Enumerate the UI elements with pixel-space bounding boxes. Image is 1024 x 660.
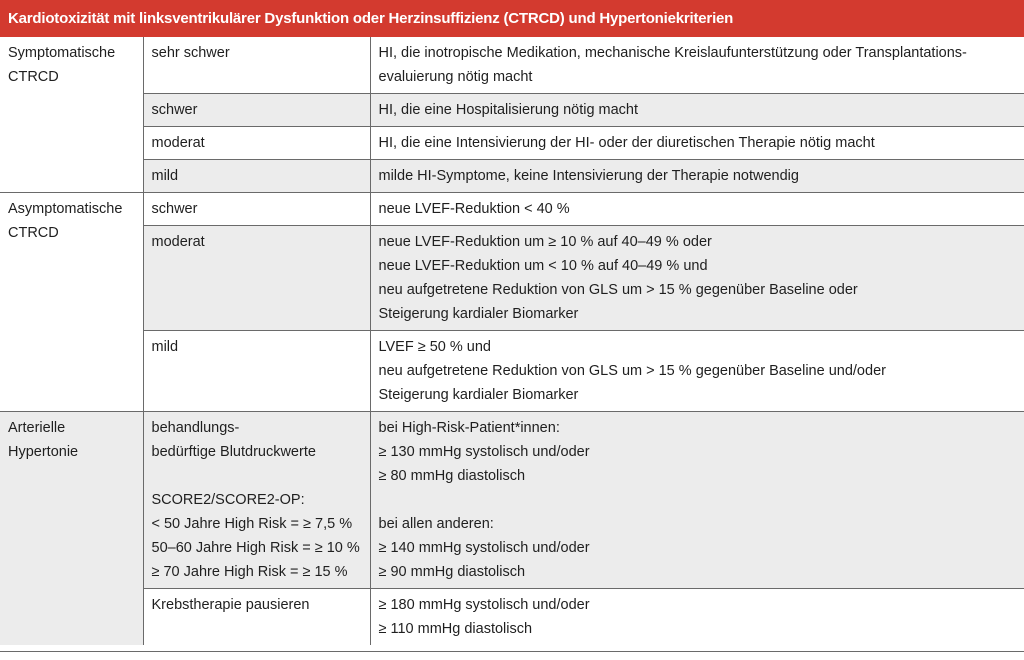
criteria-line: ≥ 130 mmHg systolisch und/oder — [378, 444, 590, 460]
criteria-line: milde HI-Symptome, keine Intensivierung der Therapie notwendig — [378, 168, 799, 184]
severity-cell — [143, 193, 370, 226]
table-row — [0, 37, 1024, 94]
severity-line: mild — [151, 168, 179, 184]
table-row — [0, 193, 1024, 226]
severity-line: ≥ 70 Jahre High Risk = ≥ 15 % — [151, 564, 348, 580]
criteria-line — [379, 488, 1017, 512]
severity-cell — [143, 412, 370, 589]
severity-cell — [143, 94, 370, 127]
table-bottom-rule — [0, 651, 1024, 652]
severity-line: sehr schwer — [151, 45, 230, 61]
criteria-cell — [370, 226, 1024, 331]
table-title: Kardiotoxizität mit linksventrikulärer Dysfunktion oder Herzinsuffizienz (CTRCD) und Hypertoniekriterien — [0, 0, 1024, 37]
criteria-line: HI, die inotropische Medikation, mechanische Kreislaufunterstützung oder Transplantations- — [378, 45, 967, 61]
criteria-cell — [370, 412, 1024, 589]
severity-line: behandlungs- — [151, 420, 240, 436]
criteria-table-body — [0, 37, 1024, 645]
criteria-line: ≥ 110 mmHg diastolisch — [378, 621, 533, 637]
severity-line: moderat — [151, 135, 205, 151]
severity-cell — [143, 127, 370, 160]
group-label-line: CTRCD — [8, 225, 59, 241]
criteria-line: Steigerung kardialer Biomarker — [378, 387, 579, 403]
criteria-line: neu aufgetretene Reduktion von GLS um > 15 % gegenüber Baseline oder — [378, 282, 858, 298]
criteria-line: ≥ 180 mmHg systolisch und/oder — [378, 597, 590, 613]
criteria-line: ≥ 90 mmHg diastolisch — [378, 564, 526, 580]
group-label-line: Hypertonie — [8, 444, 79, 460]
severity-cell — [143, 37, 370, 94]
table-row — [0, 412, 1024, 589]
severity-cell — [143, 589, 370, 646]
criteria-line: HI, die eine Hospitalisierung nötig macht — [378, 102, 639, 118]
criteria-line: neu aufgetretene Reduktion von GLS um > 15 % gegenüber Baseline und/oder — [378, 363, 886, 379]
criteria-table — [0, 37, 1024, 645]
severity-line: Krebstherapie pausieren — [151, 597, 310, 613]
criteria-cell — [370, 193, 1024, 226]
severity-line: bedürftige Blutdruckwerte — [151, 444, 316, 460]
severity-cell — [143, 226, 370, 331]
table-row — [0, 226, 1024, 331]
table-row — [0, 160, 1024, 193]
criteria-line: Steigerung kardialer Biomarker — [378, 306, 579, 322]
criteria-line: ≥ 80 mmHg diastolisch — [378, 468, 526, 484]
criteria-cell — [370, 94, 1024, 127]
severity-line: moderat — [151, 234, 205, 250]
criteria-line: ≥ 140 mmHg systolisch und/oder — [378, 540, 590, 556]
severity-line: schwer — [151, 102, 198, 118]
severity-line: 50–60 Jahre High Risk = ≥ 10 % — [151, 540, 360, 556]
criteria-line: evaluierung nötig macht — [378, 69, 533, 85]
severity-line: SCORE2/SCORE2-OP: — [151, 492, 305, 508]
severity-line — [152, 464, 362, 488]
group-label-cell — [0, 412, 143, 646]
table-row — [0, 127, 1024, 160]
criteria-line: neue LVEF-Reduktion < 40 % — [378, 201, 570, 217]
criteria-cell — [370, 331, 1024, 412]
severity-cell — [143, 160, 370, 193]
criteria-cell — [370, 589, 1024, 646]
severity-line: mild — [151, 339, 179, 355]
group-label-cell — [0, 193, 143, 412]
criteria-line: neue LVEF-Reduktion um < 10 % auf 40–49 % und — [378, 258, 708, 274]
table-row — [0, 331, 1024, 412]
criteria-line: bei High-Risk-Patient*innen: — [378, 420, 560, 436]
table-row — [0, 94, 1024, 127]
severity-cell — [143, 331, 370, 412]
group-label-line: CTRCD — [8, 69, 59, 85]
criteria-line: neue LVEF-Reduktion um ≥ 10 % auf 40–49 % oder — [378, 234, 712, 250]
criteria-line: HI, die eine Intensivierung der HI- oder der diuretischen Therapie nötig macht — [378, 135, 875, 151]
group-label-line: Symptomatische — [8, 45, 116, 61]
criteria-cell — [370, 37, 1024, 94]
table-row — [0, 589, 1024, 646]
group-label-line: Asymptomatische — [8, 201, 123, 217]
criteria-cell — [370, 127, 1024, 160]
severity-line: < 50 Jahre High Risk = ≥ 7,5 % — [151, 516, 353, 532]
group-label-cell — [0, 37, 143, 193]
severity-line: schwer — [151, 201, 198, 217]
criteria-line: bei allen anderen: — [378, 516, 494, 532]
group-label-line: Arterielle — [8, 420, 66, 436]
criteria-line: LVEF ≥ 50 % und — [378, 339, 491, 355]
criteria-cell — [370, 160, 1024, 193]
